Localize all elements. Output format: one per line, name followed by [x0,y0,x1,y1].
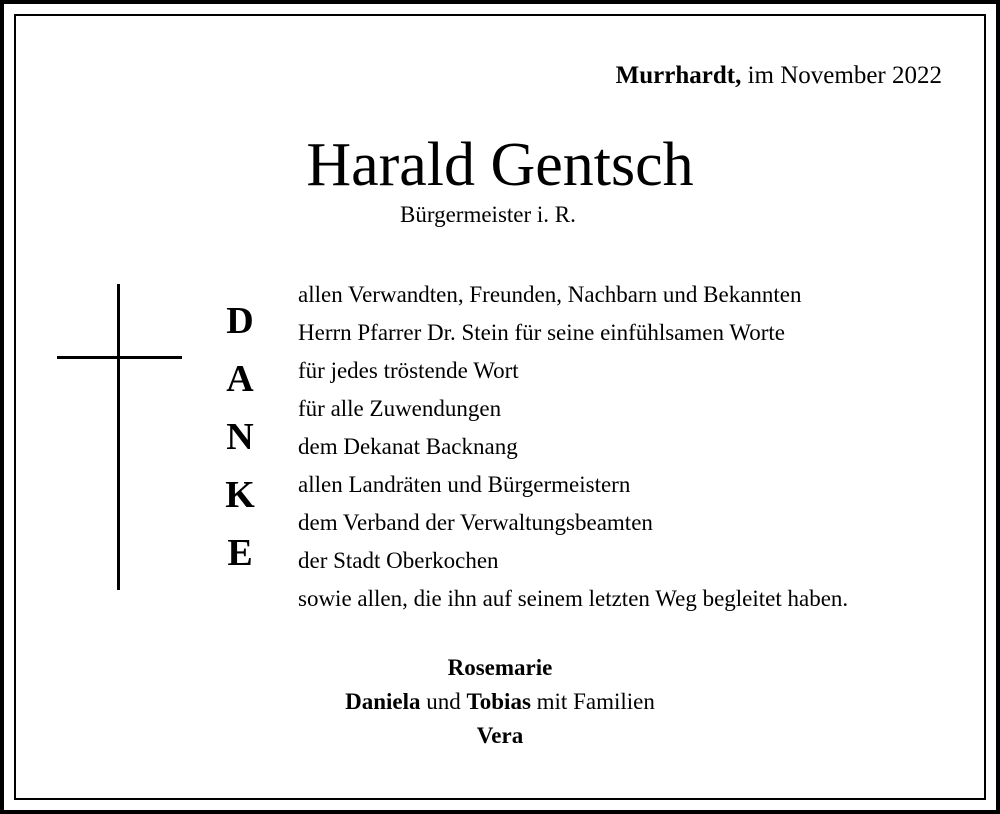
cross-vertical-bar [117,284,120,590]
place: Murrhardt, [615,62,742,89]
thanks-line: dem Dekanat Backnang [298,434,518,459]
danke-letter: N [226,416,254,458]
thanks-line: der Stadt Oberkochen [298,548,499,573]
signer-connector: und [426,689,461,714]
date: im November 2022 [747,62,942,89]
signer-name: Rosemarie [447,655,553,680]
thanks-line: sowie allen, die ihn auf seinem letzten Weg begleitet haben. [298,586,849,611]
danke-letter: A [226,358,254,400]
thanks-line: allen Verwandten, Freunden, Nachbarn und Bekannten [298,282,802,307]
danke-letter: K [225,474,255,516]
signers [0,651,1000,753]
signer-name: Tobias [466,689,531,714]
signer-name: Daniela [345,689,421,714]
deceased-title: Bürgermeister i. R. [400,202,576,227]
signer-line-1 [0,651,1000,685]
danke-letters [210,298,270,588]
deceased-name: Harald Gentsch [306,131,694,199]
thanks-line: dem Verband der Verwaltungsbeamten [298,510,653,535]
danke-letter: E [227,532,253,574]
signer-line-2 [0,685,1000,719]
thanks-line: Herrn Pfarrer Dr. Stein für seine einfühlsamen Worte [298,320,785,345]
danke-letter: D [226,300,254,342]
cross-horizontal-bar [57,356,182,359]
thanks-line: für jedes tröstende Wort [298,358,519,383]
thanks-list [298,276,848,618]
place-date [616,62,942,90]
signer-line-3 [0,719,1000,753]
thanks-line: allen Landräten und Bürgermeistern [298,472,631,497]
signer-suffix: mit Familien [536,689,655,714]
thanks-line: für alle Zuwendungen [298,396,502,421]
signer-name: Vera [476,723,524,748]
